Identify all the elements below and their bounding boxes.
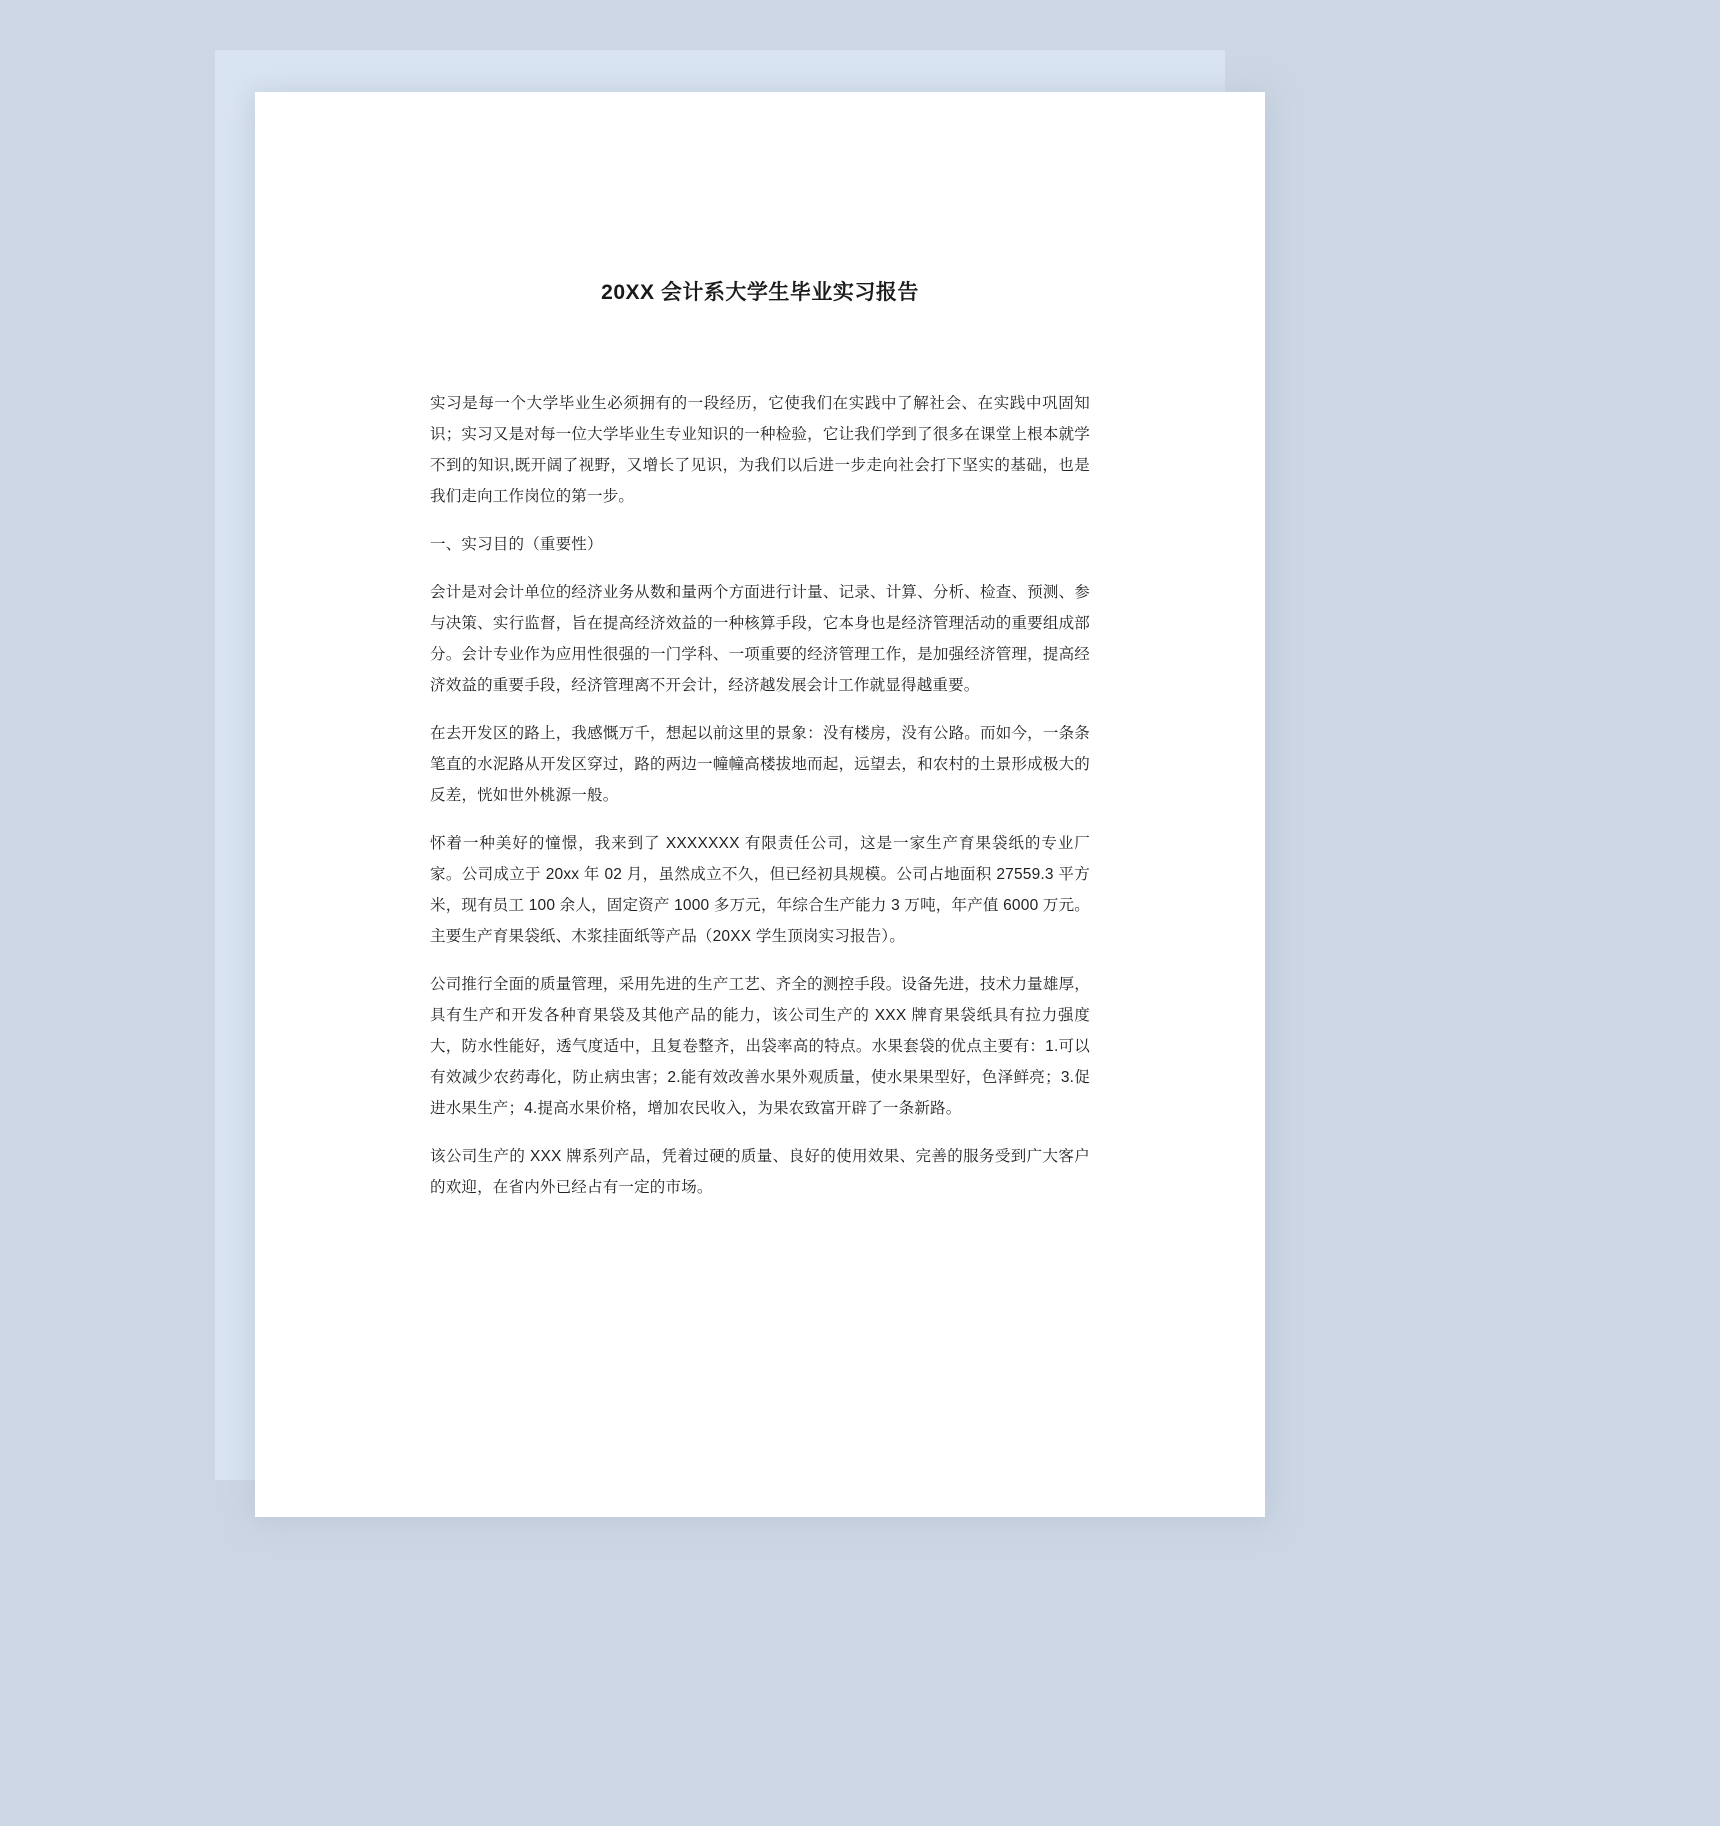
paragraph-market: 该公司生产的 XXX 牌系列产品，凭着过硬的质量、良好的使用效果、完善的服务受到广大客户的欢迎，在省内外已经占有一定的市场。 [430,1148,1090,1196]
paragraph-quality-management: 公司推行全面的质量管理，采用先进的生产工艺、齐全的测控手段。设备先进，技术力量雄厚，具有生产和开发各种育果袋及其他产品的能力，该公司生产的 XXX 牌育果袋纸具有拉力强度大，防水性能好，透气度适中，且复卷整齐，出袋率高的特点。水果套袋的优点主要有：1.可以有效减少农药毒化，防止病虫害；2.能有效改善水果外观质量，使水果果型好，色泽鲜亮；3.促进水果生产；4.提高水果价格，增加农民收入，为果农致富开辟了一条新路。 [430,976,1090,1117]
paragraph-development-zone: 在去开发区的路上，我感慨万千，想起以前这里的景象：没有楼房，没有公路。而如今，一条条笔直的水泥路从开发区穿过，路的两边一幢幢高楼拔地而起，远望去，和农村的土景形成极大的反差，恍如世外桃源一般。 [430,725,1090,804]
document-text-content [430,388,1090,1220]
paragraph-intro: 实习是每一个大学毕业生必须拥有的一段经历，它使我们在实践中了解社会、在实践中巩固知识；实习又是对每一位大学毕业生专业知识的一种检验，它让我们学到了很多在课堂上根本就学不到的知识,既开阔了视野，又增长了见识，为我们以后进一步走向社会打下坚实的基础，也是我们走向工作岗位的第一步。 [430,395,1090,505]
paragraph-company-intro: 怀着一种美好的憧憬，我来到了 XXXXXXX 有限责任公司，这是一家生产育果袋纸的专业厂家。公司成立于 20xx 年 02 月，虽然成立不久，但已经初具规模。公司占地面积 27559.3 平方米，现有员工 100 余人，固定资产 1000 多万元，年综合生产能力 3 万吨，年产值 6000 万元。主要生产育果袋纸、木浆挂面纸等产品（20XX 学生顶岗实习报告）。 [430,835,1090,945]
section-heading-1: 一、实习目的（重要性） [430,536,603,553]
page-title: 20XX 会计系大学生毕业实习报告 [601,281,919,304]
paragraph-accounting-definition: 会计是对会计单位的经济业务从数和量两个方面进行计量、记录、计算、分析、检查、预测、参与决策、实行监督，旨在提高经济效益的一种核算手段，它本身也是经济管理活动的重要组成部分。会计专业作为应用性很强的一门学科、一项重要的经济管理工作，是加强经济管理，提高经济效益的重要手段，经济管理离不开会计，经济越发展会计工作就显得越重要。 [430,584,1090,694]
document-page [255,92,1265,1517]
